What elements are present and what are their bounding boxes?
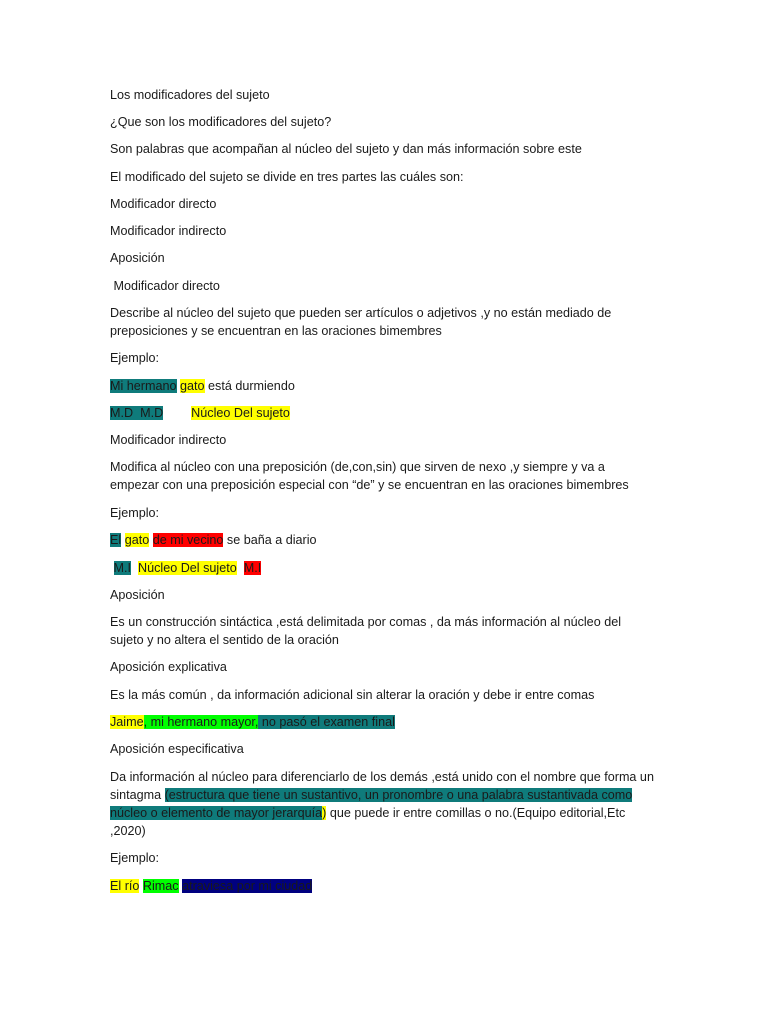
example-label: Ejemplo: [110, 506, 159, 520]
md-description: Describe al núcleo del sujeto que pueden ser artículos o adjetivos ,y no están mediado de preposiciones y se encuentran en las oraciones bimembres [110, 306, 612, 338]
list-item-modificador-directo: Modificador directo [110, 197, 217, 211]
highlight-paren: ) [322, 806, 327, 820]
label-md: M.D M.D [110, 406, 164, 420]
highlight-jaime: Jaime [110, 715, 144, 729]
highlight-el: El [110, 533, 122, 547]
example-sentence-2: El gato de mi vecino se baña a diario [110, 533, 317, 547]
aposicion-description: Es un construcción sintáctica ,está delimitada por comas , da más información al núcleo del sujeto y no altera el sentido de la oración [110, 615, 621, 647]
highlight-gato: gato [124, 533, 150, 547]
example-sentence-3 [110, 713, 650, 731]
aposicion-explicativa-description: Es la más común , da información adicional sin alterar la oración y debe ir entre comas [110, 688, 595, 702]
label-mi-1: M.I [113, 561, 131, 575]
highlight-gato: gato [180, 379, 205, 393]
highlight-de-mi-vecino: de mi vecino [152, 533, 224, 547]
highlight-no-paso-el-examen: no pasó el examen final [258, 715, 395, 729]
section-heading-aposicion-explicativa: Aposición explicativa [110, 660, 227, 674]
highlight-mi-hermano-mayor: , mi hermano mayor, [143, 715, 259, 729]
label-nucleo: Núcleo Del sujeto [191, 406, 290, 420]
label-nucleo: Núcleo Del sujeto [138, 561, 237, 575]
section-heading-modificador-indirecto: Modificador indirecto [110, 433, 227, 447]
highlight-rimac: Rimac [142, 879, 179, 893]
label-mi-2: M.I [243, 561, 262, 575]
example-label: Ejemplo: [110, 851, 159, 865]
aposicion-especificativa-description: Da información al núcleo para diferenciarlo de los demás ,está unido con el nombre que forma un sintagma (estructura que tiene un sustantivo, un pronombre o una palabra sustantivada como núcleo o elemento de mayor jerarquía) que puede ir entre comillas o no.(Equipo editorial,Etc ,2020) [110, 770, 654, 838]
section-heading-modificador-directo: Modificador directo [110, 279, 220, 293]
division-paragraph: El modificado del sujeto se divide en tres partes las cuáles son: [110, 170, 464, 184]
question-line: ¿Que son los modificadores del sujeto? [110, 115, 332, 129]
highlight-atraviesa: atraviesa por mi ciudad [182, 879, 313, 893]
section-heading-aposicion-especificativa: Aposición especificativa [110, 742, 244, 756]
example-labels-1 [110, 404, 650, 422]
section-heading-aposicion: Aposición [110, 588, 165, 602]
list-item-modificador-indirecto: Modificador indirecto [110, 224, 227, 238]
mi-description: Modifica al núcleo con una preposición (de,con,sin) que sirven de nexo ,y siempre y va a empezar con una preposición especial con “de” y se encuentran en las oraciones bimembres [110, 460, 629, 492]
list-item-aposicion: Aposición [110, 251, 165, 265]
example-sentence-4 [110, 877, 650, 895]
highlight-estructura: (estructura que tiene un sustantivo, un pronombre o una palabra sustantivada como núcleo o elemento de mayor jerarquía [110, 788, 633, 820]
highlight-el-rio: El río [110, 879, 140, 893]
highlight-mi-hermano: Mi hermano [110, 379, 177, 393]
document-title: Los modificadores del sujeto [110, 88, 270, 102]
example-label: Ejemplo: [110, 351, 159, 365]
example-labels-2 [110, 559, 650, 577]
definition-paragraph: Son palabras que acompañan al núcleo del sujeto y dan más información sobre este [110, 142, 582, 156]
example-sentence-1: Mi hermano gato está durmiendo [110, 379, 295, 393]
